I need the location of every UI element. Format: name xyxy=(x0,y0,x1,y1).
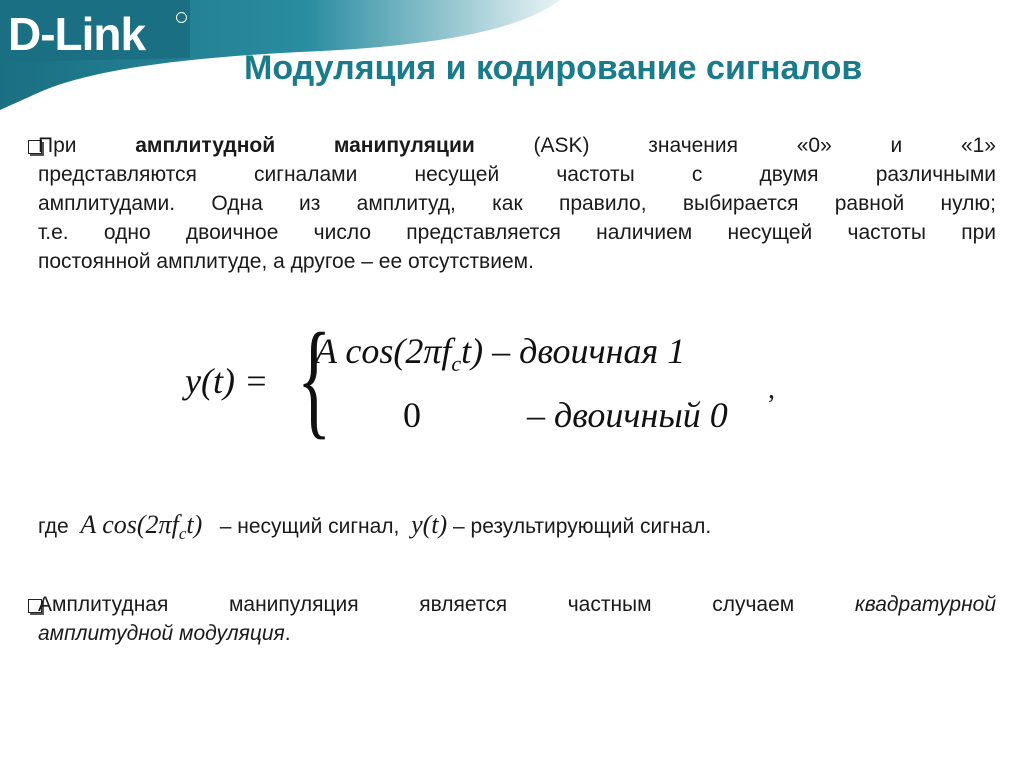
paragraph-ask-line-4: т.е. одно двоичное число представляется наличием несущей частоты при xyxy=(38,221,996,244)
bold-term: амплитудной манипуляции xyxy=(135,134,475,157)
registered-mark-icon xyxy=(176,12,187,23)
text-ask-values: (ASK) значения «0» и «1» xyxy=(533,134,996,157)
case1-tail: t) xyxy=(461,331,484,371)
where-word: где xyxy=(38,515,69,538)
result-description: – результирующий сигнал. xyxy=(453,515,712,538)
page-title: Модуляция и кодирование сигналов xyxy=(244,49,863,87)
ask-formula xyxy=(185,307,805,451)
paragraph-qam-line-1 xyxy=(38,590,996,619)
case1-expression: A cos(2πf xyxy=(315,331,452,371)
paragraph-qam-line-2 xyxy=(38,619,996,648)
result-formula: y(t) xyxy=(411,510,448,539)
formula-case-1 xyxy=(315,330,685,377)
paragraph-qam xyxy=(38,590,996,648)
case1-label: – двоичная 1 xyxy=(492,331,686,371)
formula-comma: , xyxy=(768,374,775,405)
carrier-tail: t) xyxy=(186,510,203,539)
formula-case-2-label: – двоичный 0 xyxy=(527,395,728,435)
case1-subscript: c xyxy=(451,351,462,376)
paragraph-ask xyxy=(38,131,996,276)
paragraph-ask-line-2: представляются сигналами несущей частоты с двумя различными xyxy=(38,163,996,186)
formula-lhs: y(t) = xyxy=(185,361,269,401)
carrier-expression: A cos(2πf xyxy=(80,510,179,539)
formula-case-2-value: 0 xyxy=(403,395,421,435)
carrier-formula xyxy=(80,510,203,543)
qam-plain-text: Амплитудная манипуляция является частным случаем xyxy=(38,593,795,616)
formula-brace: { xyxy=(297,307,332,451)
header-banner xyxy=(0,0,1024,110)
qam-italic-2: амплитудной модуляция xyxy=(38,622,285,645)
text-pri: При xyxy=(38,134,77,157)
where-line xyxy=(38,508,711,551)
carrier-subscript: c xyxy=(178,524,187,543)
paragraph-ask-line-1 xyxy=(38,131,996,160)
carrier-description: – несущий сигнал, xyxy=(219,515,400,538)
dlink-logo: D-Link xyxy=(8,8,146,60)
paragraph-ask-line-3: амплитудами. Одна из амплитуд, как правило, выбирается равной нулю; xyxy=(38,192,996,215)
qam-italic-1: квадратурной xyxy=(854,593,996,616)
qam-period: . xyxy=(284,622,291,645)
paragraph-ask-line-5: постоянной амплитуде, а другое – ее отсутствием. xyxy=(38,250,534,273)
